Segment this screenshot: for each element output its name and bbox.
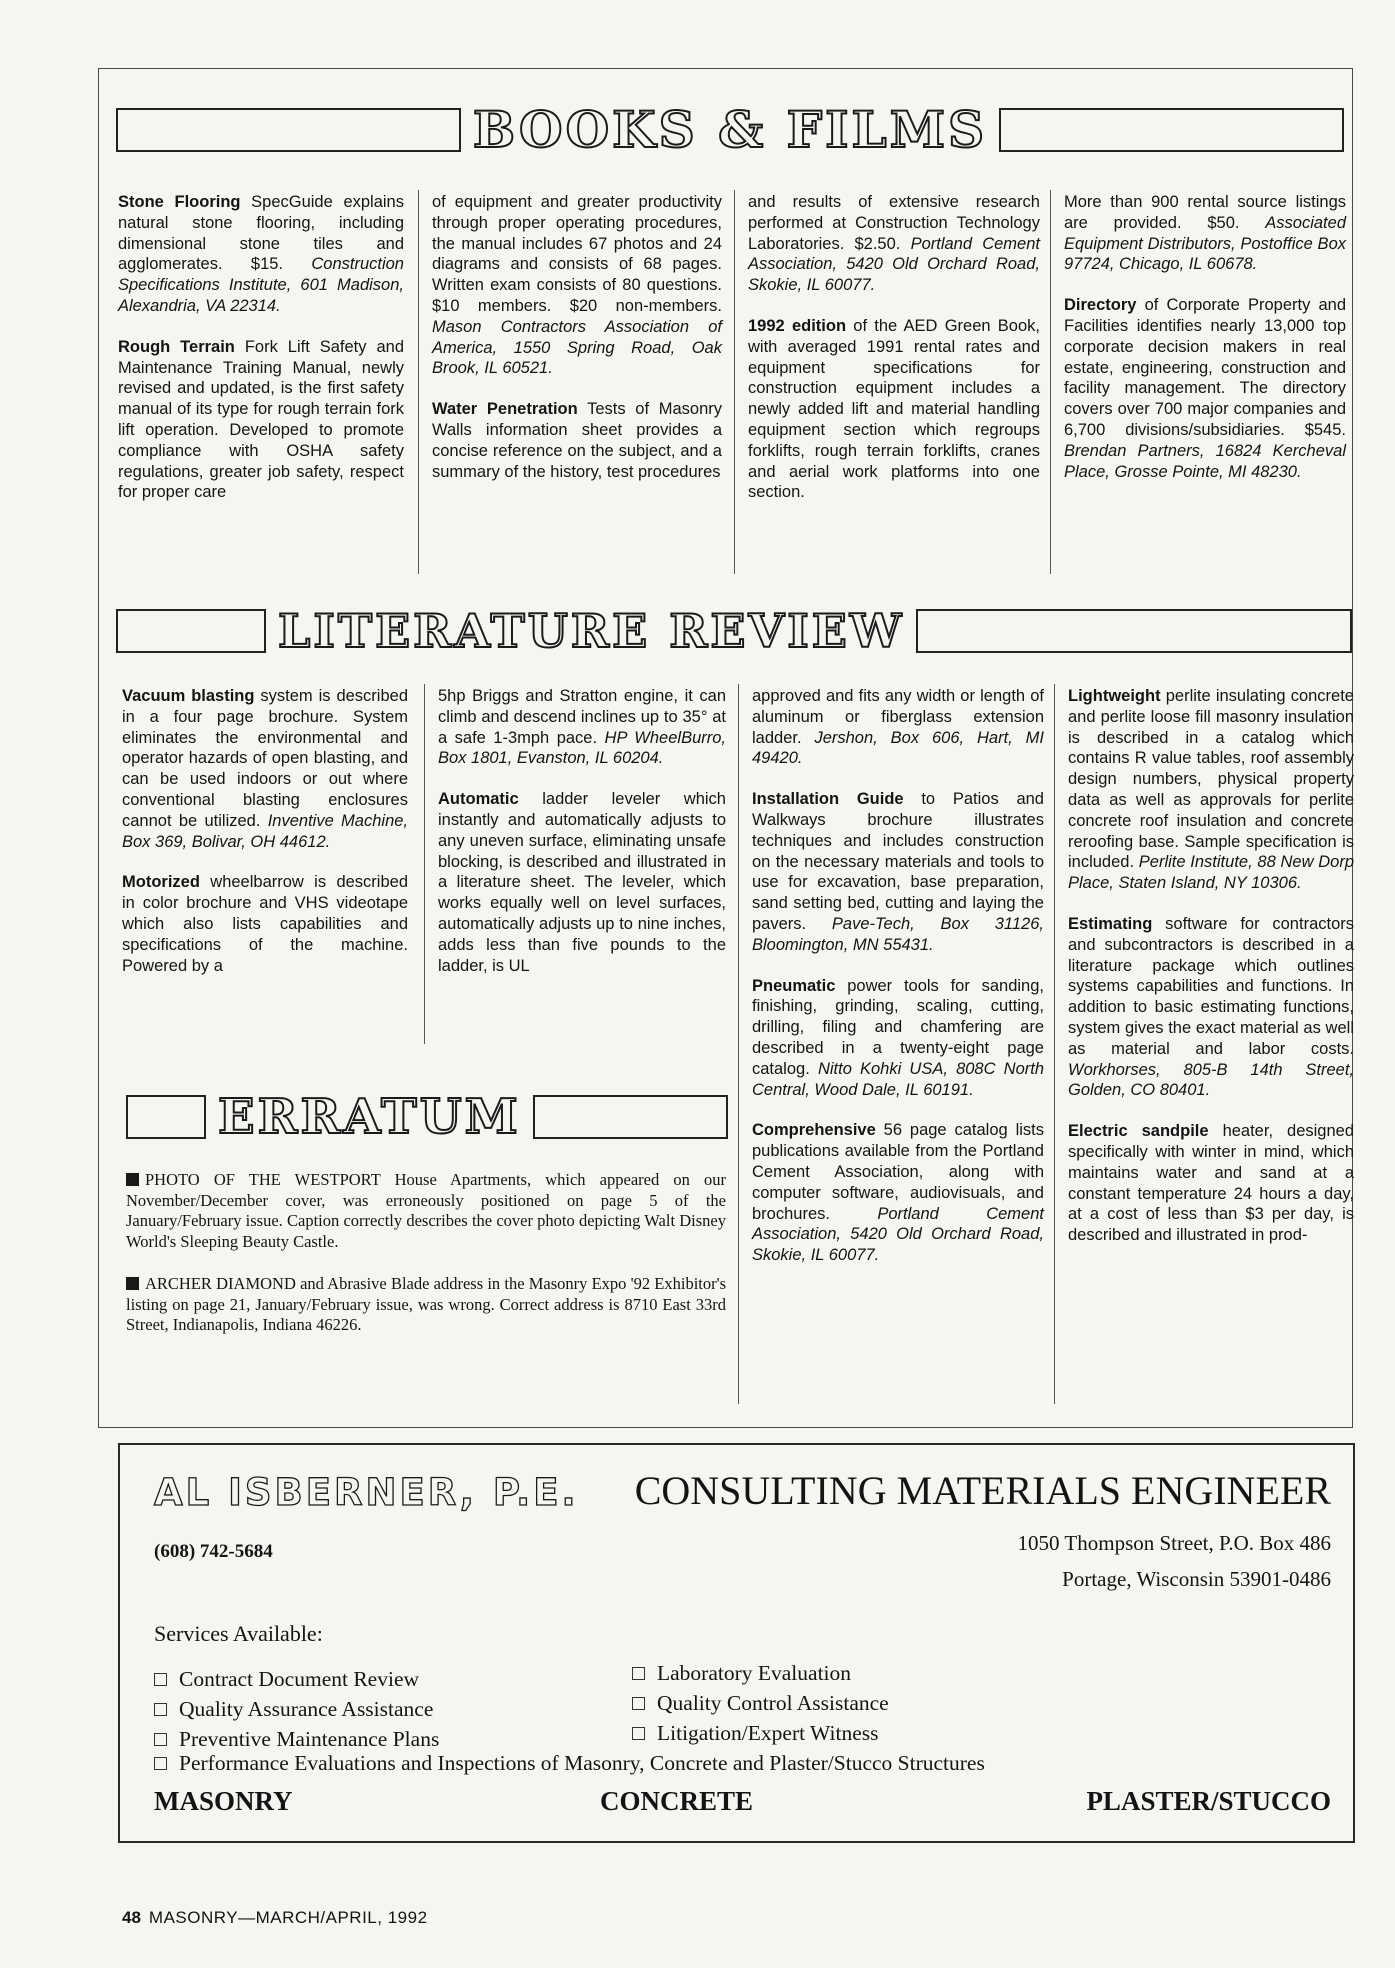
books-column-3 (748, 192, 1040, 523)
checkbox-icon (632, 1697, 645, 1710)
column-rule (418, 190, 419, 574)
erratum-item: ARCHER DIAMOND and Abrasive Blade address in the Masonry Expo '92 Exhibitor's listing on page 21, January/February issue, was wrong. Correct address is 8710 East 33rd Street, Indianapolis, Indiana 46226. (126, 1274, 726, 1334)
listing-lead: Directory (1064, 296, 1137, 315)
listing-paragraph (748, 316, 1040, 503)
listing-body: 5hp Briggs and Stratton engine, it can climb and descend inclines up to 35° at a safe 1-3mph pace. (438, 687, 726, 747)
erratum-item: PHOTO OF THE WESTPORT House Apartments, which appeared on our November/December cover, was erroneously positioned on page 5 of the January/February issue. Caption correctly describes the cover photo depicting Walt Disney World's Sleeping Beauty Castle. (126, 1170, 726, 1251)
literature-column-1 (122, 686, 408, 996)
listing-body: ladder leveler which instantly and automatically adjusts to any uneven surface, eliminating unsafe blocking, is described and illustrated in a literature sheet. The leveler, which works equally well on level surfaces, automatically adjusts up to nine inches, adds less than five pounds to the ladder, is UL (438, 790, 726, 975)
listing-paragraph (1064, 192, 1346, 275)
listing-paragraph (118, 192, 404, 317)
listing-body: to Patios and Walkways brochure illustrates techniques and includes construction on the necessary materials and tools to use for excavation, base preparation, sand setting bed, cutting and laying the pavers. (752, 790, 1044, 933)
column-rule (738, 684, 739, 1404)
listing-body: power tools for sanding, finishing, grinding, scaling, cutting, drilling, filing and chamfering are described in a twenty-eight page catalog. (752, 976, 1044, 1078)
erratum-body (126, 1170, 726, 1358)
literature-review-heading (116, 600, 1352, 662)
listing-address: HP WheelBurro, Box 1801, Evanston, IL 60204. (438, 728, 727, 768)
checkbox-icon (154, 1733, 167, 1746)
listing-address: Jershon, Box 606, Hart, MI 49420. (752, 728, 1044, 768)
erratum-heading (126, 1086, 728, 1148)
books-films-heading (116, 100, 1344, 160)
listing-address: Pave-Tech, Box 31126, Bloomington, MN 55431. (752, 914, 1044, 954)
heading-box-left (116, 108, 461, 152)
service-item: Preventive Maintenance Plans (154, 1727, 439, 1752)
listing-body: software for contractors and subcontractors is described in a literature package which outlines systems capabilities and functions. In addition to basic estimating functions, system gives the exact material as well as material and labor costs. (1068, 914, 1354, 1058)
service-item: Quality Assurance Assistance (154, 1697, 433, 1722)
consultant-name: AL ISBERNER, P.E. (154, 1471, 579, 1514)
literature-column-4 (1068, 686, 1354, 1266)
checkbox-icon (154, 1703, 167, 1716)
listing-lead: Motorized (122, 873, 200, 892)
literature-column-3 (752, 686, 1044, 1286)
listing-body: Tests of Masonry Walls information sheet provides a concise reference on the subject, and a summary of the history, test procedures (432, 400, 722, 481)
listing-lead: Electric sandpile (1068, 1122, 1209, 1141)
listing-address: Brendan Partners, 16824 Kercheval Place, Grosse Pointe, MI 48230. (1064, 441, 1346, 481)
column-rule (1050, 190, 1051, 574)
heading-box-left (126, 1095, 206, 1139)
listing-body: of the AED Green Book, with averaged 1991 rental rates and equipment specifications for construction equipment includes a newly added lift and material handling equipment section which regroups forklifts, rough terrain forklifts, cranes and aerial work platforms into one section. (748, 316, 1040, 502)
listing-body: system is described in a four page brochure. System eliminates the environmental and operator hazards of open blasting, and can be used indoors or out where conventional blasting enclosures cannot be utilized. (122, 687, 408, 830)
listing-lead: Comprehensive (752, 1121, 876, 1140)
listing-body: heater, designed specifically with winter in mind, which maintains water and sand at a constant temperature 24 hours a day, at a cost of less than $3 per day, is described and illustrated in prod- (1068, 1122, 1354, 1245)
bullet-square-icon (126, 1277, 139, 1290)
services-label: Services Available: (154, 1621, 323, 1646)
listing-address: Inventive Machine, Box 369, Bolivar, OH 44612. (122, 811, 409, 851)
column-rule (424, 684, 425, 1044)
listing-lead: Stone Flooring (118, 193, 241, 211)
listing-paragraph (432, 192, 722, 379)
heading-box-left (116, 609, 266, 653)
listing-paragraph (1068, 686, 1354, 894)
city-address: Portage, Wisconsin 53901-0486 (1062, 1567, 1331, 1591)
section-title: BOOKS & FILMS (472, 100, 988, 159)
listing-paragraph (1068, 1121, 1354, 1246)
listing-address: Portland Cement Association, 5420 Old Orchard Road, Skokie, IL 60077. (748, 234, 1040, 295)
checkbox-icon (632, 1727, 645, 1740)
listing-lead: Water Penetration (432, 400, 578, 419)
listing-lead: Rough Terrain (118, 337, 235, 356)
column-rule (734, 190, 735, 574)
column-rule (1054, 684, 1055, 1404)
listing-paragraph (752, 976, 1044, 1101)
literature-column-2 (438, 686, 726, 996)
category-masonry: MASONRY (154, 1786, 293, 1816)
listing-paragraph (752, 789, 1044, 955)
listing-paragraph (122, 872, 408, 976)
listing-body: and results of extensive research performed at Construction Technology Laboratories. $2.50. (748, 193, 1040, 253)
listing-paragraph (1064, 295, 1346, 482)
listing-body: perlite insulating concrete and perlite loose fill masonry insulation is described in a catalog which contains R value tables, roof assembly design numbers, physical property data as well as approvals for perlite concrete roof insulation and concrete reroofing base. Sample specification is included. (1068, 687, 1354, 872)
checkbox-icon (154, 1757, 167, 1770)
category-concrete: CONCRETE (600, 1786, 754, 1816)
books-column-4 (1064, 192, 1346, 502)
listing-body: 56 page catalog lists publications available from the Portland Cement Association, along with computer software, audiovisuals, and brochures. (752, 1121, 1044, 1223)
consultant-advertisement (118, 1443, 1355, 1843)
listing-paragraph (438, 686, 726, 769)
listing-address: Associated Equipment Distributors, Postoffice Box 97724, Chicago, IL 60678. (1064, 213, 1346, 274)
listing-paragraph (438, 789, 726, 976)
listing-lead: Estimating (1068, 914, 1153, 933)
listing-lead: Lightweight (1068, 687, 1161, 705)
listing-body: of Corporate Property and Facilities identifies nearly 13,000 top corporate decision makers in real estate, engineering, construction and facility management. The directory covers over 700 major companies and 6,700 divisions/subsidiaries. $545. (1064, 296, 1346, 439)
heading-box-right (916, 609, 1352, 653)
checkbox-icon (154, 1673, 167, 1686)
checkbox-icon (632, 1667, 645, 1680)
page-number: 48 (122, 1908, 141, 1927)
listing-address: Workhorses, 805-B 14th Street, Golden, CO 80401. (1068, 1060, 1354, 1100)
magazine-issue: MASONRY—MARCH/APRIL, 1992 (148, 1908, 428, 1927)
listing-body: SpecGuide explains natural stone flooring, including dimensional stone tiles and agglomerates. $15. (118, 193, 404, 274)
listing-address: Mason Contractors Association of America, 1550 Spring Road, Oak Brook, IL 60521. (432, 317, 722, 378)
service-item: Performance Evaluations and Inspections of Masonry, Concrete and Plaster/Stucco Structures (154, 1751, 985, 1776)
listing-address: Construction Specifications Institute, 601 Madison, Alexandria, VA 22314. (118, 255, 404, 315)
page-footer (122, 1908, 428, 1928)
heading-box-right (999, 108, 1344, 152)
listing-body: More than 900 rental source listings are provided. $50. (1064, 193, 1346, 232)
listing-body: approved and fits any width or length of aluminum or fiberglass extension ladder. (752, 687, 1044, 747)
listing-address: Nitto Kohki USA, 808C North Central, Wood Dale, IL 60191. (752, 1059, 1045, 1099)
service-item: Laboratory Evaluation (632, 1661, 851, 1686)
listing-paragraph (432, 399, 722, 482)
listing-paragraph (118, 337, 404, 503)
listing-lead: Automatic (438, 790, 519, 809)
listing-paragraph (748, 192, 1040, 296)
listing-paragraph (122, 686, 408, 852)
listing-address: Perlite Institute, 88 New Dorp Place, Staten Island, NY 10306. (1068, 853, 1354, 893)
listing-paragraph (752, 686, 1044, 769)
heading-box-right (533, 1095, 728, 1139)
listing-paragraph (752, 1120, 1044, 1266)
listing-body: Fork Lift Safety and Maintenance Training Manual, newly revised and updated, is the first safety manual of its type for rough terrain fork lift operation. Developed to promote compliance with OSHA safety regulations, greater job safety, respect for proper care (118, 337, 404, 502)
service-item: Quality Control Assistance (632, 1691, 889, 1716)
listing-lead: Vacuum blasting (122, 687, 255, 705)
books-column-1 (118, 192, 404, 523)
books-column-2 (432, 192, 722, 502)
listing-address: Portland Cement Association, 5420 Old Orchard Road, Skokie, IL 60077. (752, 1204, 1044, 1265)
listing-paragraph (1068, 914, 1354, 1101)
service-item: Litigation/Expert Witness (632, 1721, 878, 1746)
service-item: Contract Document Review (154, 1667, 419, 1692)
category-plaster-stucco: PLASTER/STUCCO (1086, 1786, 1331, 1816)
phone-number: (608) 742-5684 (154, 1541, 273, 1562)
listing-lead: 1992 edition (748, 316, 847, 335)
listing-lead: Pneumatic (752, 976, 836, 995)
section-title: LITERATURE REVIEW (278, 604, 905, 658)
section-title: ERRATUM (218, 1089, 521, 1145)
consultant-title: CONSULTING MATERIALS ENGINEER (634, 1468, 1331, 1513)
bullet-square-icon (126, 1173, 139, 1186)
listing-body: wheelbarrow is described in color brochure and VHS videotape which also lists capabilities and specifications of the machine. Powered by a (122, 873, 408, 975)
listing-body: of equipment and greater productivity through proper operating procedures, the manual includes 67 photos and 24 diagrams and consists of 68 pages. Written exam consists of 80 questions. $10 members. $20 non-members. (432, 193, 722, 315)
street-address: 1050 Thompson Street, P.O. Box 486 (1017, 1531, 1331, 1555)
listing-lead: Installation Guide (752, 790, 904, 809)
